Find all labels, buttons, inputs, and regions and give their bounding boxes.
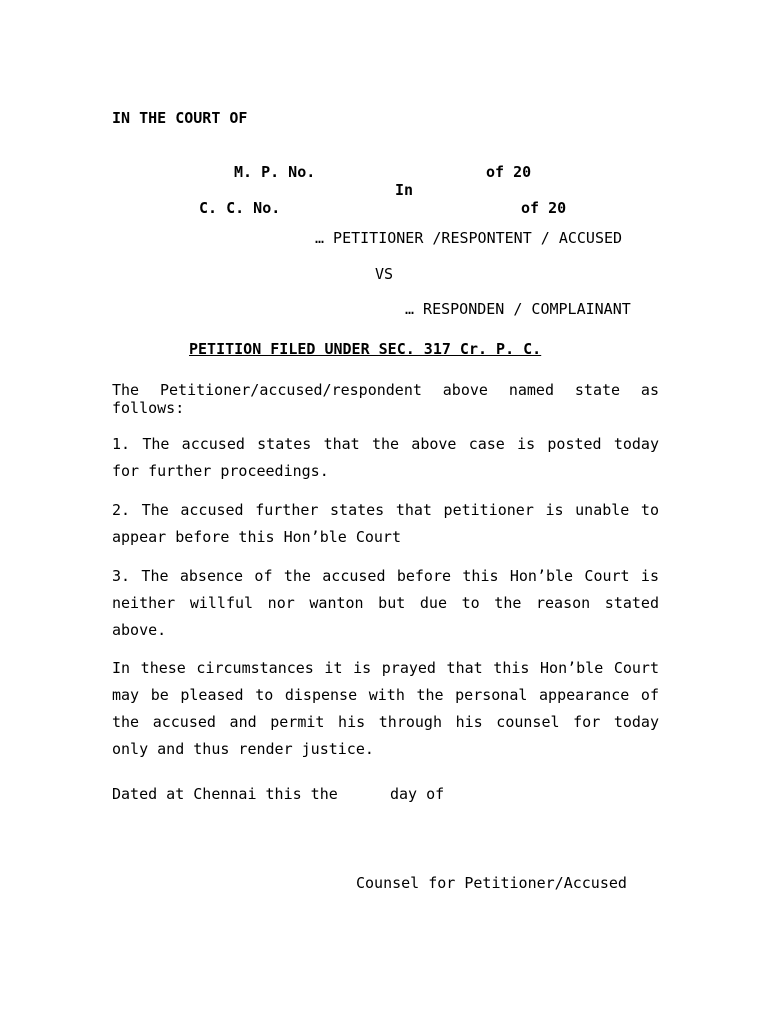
mp-year-label: of 20 <box>486 163 532 181</box>
point-2: 2. The accused further states that petitioner is unable to appear before this Hon’ble Court <box>112 501 659 546</box>
versus-label: VS <box>375 265 394 283</box>
point-3: 3. The absence of the accused before this Hon’ble Court is neither willful nor wanton but due to the reason stated above. <box>112 567 659 639</box>
mp-number-label: M. P. No. <box>234 163 316 181</box>
intro-paragraph: The Petitioner/accused/respondent above named state as follows: <box>112 381 659 417</box>
dated-suffix: day of <box>390 785 445 803</box>
petitioner-line: … PETITIONER /RESPONTENT / ACCUSED <box>315 229 623 247</box>
prayer-paragraph: In these circumstances it is prayed that this Hon’ble Court may be pleased to dispense with the personal appearance of the accused and permit his through his counsel for today only and thus render justice. <box>112 659 659 758</box>
signature-line: Counsel for Petitioner/Accused <box>356 874 627 892</box>
cc-number-label: C. C. No. <box>199 199 281 217</box>
in-label: In <box>395 181 414 199</box>
point-1: 1. The accused states that the above case is posted today for further proceedings. <box>112 435 659 480</box>
respondent-line: … RESPONDEN / COMPLAINANT <box>405 300 631 318</box>
petition-title: PETITION FILED UNDER SEC. 317 Cr. P. C. <box>189 340 542 358</box>
court-heading: IN THE COURT OF <box>112 109 248 127</box>
dated-prefix: Dated at Chennai this the <box>112 785 338 803</box>
cc-year-label: of 20 <box>521 199 567 217</box>
